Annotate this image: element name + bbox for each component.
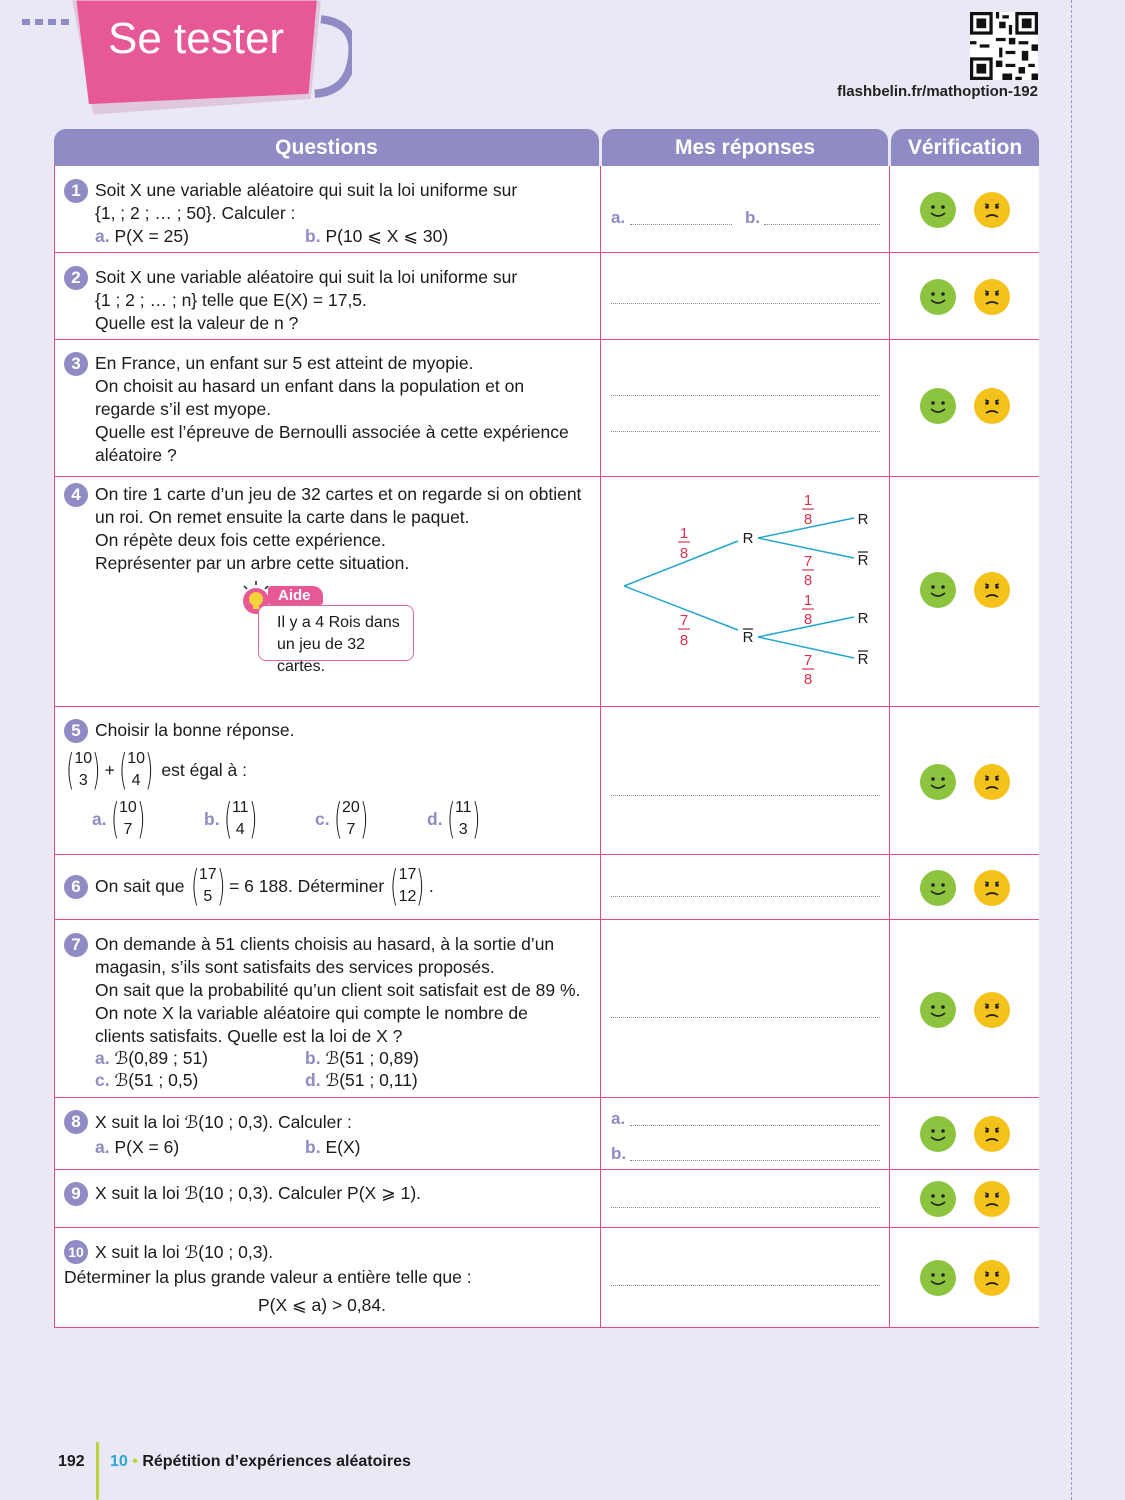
page-title: Se tester [108, 14, 285, 63]
sad-face-icon[interactable] [974, 572, 1010, 608]
question-number: 7 [64, 933, 88, 957]
question-10-line2: Déterminer la plus grande valeur a entière telle que : [64, 1267, 472, 1287]
sad-face-icon[interactable] [974, 870, 1010, 906]
column-header-verification: Vérification [891, 129, 1039, 167]
sad-face-icon[interactable] [974, 388, 1010, 424]
column-header-answers: Mes réponses [602, 129, 888, 167]
tree-prob-num: 1 [803, 492, 813, 509]
option-d[interactable]: d. ℬ(51 ; 0,11) [305, 1070, 418, 1090]
table-border-left [54, 166, 55, 1328]
tree-prob-num: 7 [803, 652, 813, 669]
question-1-options: a. P(X = 25) [95, 226, 189, 246]
table-row [54, 1098, 1039, 1170]
answer-field-1b[interactable] [764, 224, 880, 225]
question-number: 2 [64, 266, 88, 290]
aide-text: Il y a 4 Rois dans [277, 614, 400, 631]
tree-prob-num: 1 [679, 525, 689, 542]
tree-prob-num: 7 [679, 612, 689, 629]
answer-label-b: b. [611, 1144, 627, 1163]
option-a[interactable]: a. ℬ(0,89 ; 51) [95, 1048, 209, 1068]
answer-label-a: a. [611, 208, 626, 227]
answer-field-9[interactable] [611, 1207, 880, 1208]
binomial: ( 10 3 ) [66, 745, 101, 794]
happy-face-icon[interactable] [920, 1116, 956, 1152]
answer-field-10[interactable] [611, 1285, 880, 1286]
answer-field-6[interactable] [611, 896, 880, 897]
tree-prob-den: 8 [803, 572, 813, 589]
sad-face-icon[interactable] [974, 764, 1010, 800]
question-5-expression: ( 10 3 ) + ( 10 4 ) est égal à : [62, 748, 247, 792]
question-3-text: En France, un enfant sur 5 est atteint de myopie. On choisit au hasard un enfant dans la population et on regarde s’il est myope. Quelle est l’épreuve de Bernoulli associée à cette expérience aléatoire ? [95, 353, 569, 465]
aide-tag: Aide [268, 586, 323, 605]
answer-field-8a[interactable] [630, 1125, 880, 1126]
footer-divider [96, 1442, 99, 1500]
question-7-text: On demande à 51 clients choisis au hasard, à la sortie d’un magasin, s’ils sont satisfaits des services proposés. On sait que la probabilité qu’un client soit satisfait est de 89 %. On note X la variable aléatoire qui compte le nombre de clients satisfaits. Quelle est la loi de X ? [95, 934, 581, 1046]
tree-leaf: R [857, 552, 869, 569]
tree-leaf: R [857, 511, 869, 528]
question-2-text: Soit X une variable aléatoire qui suit la loi uniforme sur {1 ; 2 ; … ; n} telle que E(X) = 17,5. Quelle est la valeur de n ? [95, 267, 518, 333]
qr-code-icon[interactable] [970, 12, 1038, 80]
happy-face-icon[interactable] [920, 764, 956, 800]
answer-label-b: b. [745, 208, 761, 227]
option-d[interactable]: d. ( 11 3 ) [427, 794, 480, 843]
tree-node-rbar: R [742, 629, 754, 646]
tree-prob-den: 8 [803, 611, 813, 628]
answer-field-3b[interactable] [611, 431, 880, 432]
answer-field-7[interactable] [611, 1017, 880, 1018]
question-8-option-a: a. P(X = 6) [95, 1137, 180, 1157]
happy-face-icon[interactable] [920, 1181, 956, 1217]
option-b[interactable]: b. ( 11 4 ) [204, 794, 257, 843]
answer-field-2[interactable] [611, 303, 880, 304]
tree-prob-den: 8 [803, 671, 813, 688]
option-c[interactable]: c. ( 20 7 ) [315, 794, 369, 843]
question-number: 9 [64, 1182, 88, 1206]
question-number: 8 [64, 1110, 88, 1134]
sad-face-icon[interactable] [974, 1181, 1010, 1217]
question-number: 1 [64, 179, 88, 203]
tree-prob-num: 1 [803, 592, 813, 609]
tree-prob-den: 8 [803, 511, 813, 528]
tree-leaf: R [857, 651, 869, 668]
question-1-option-b: b. P(10 ⩽ X ⩽ 30) [305, 226, 449, 246]
column-divider [889, 166, 890, 1328]
question-4-text: On tire 1 carte d’un jeu de 32 cartes et on regarde si on obtient un roi. On remet ensuite la carte dans le paquet. On répète deux fois cette expérience. Représenter par un arbre cette situation. [95, 484, 582, 573]
happy-face-icon[interactable] [920, 388, 956, 424]
question-9-text: X suit la loi ℬ(10 ; 0,3). Calculer P(X ⩾ 1). [95, 1183, 422, 1203]
question-8-text: X suit la loi ℬ(10 ; 0,3). Calculer : [95, 1112, 352, 1132]
page-number: 192 [58, 1453, 85, 1470]
question-number: 6 [64, 875, 88, 899]
qr-url[interactable]: flashbelin.fr/mathoption-192 [837, 83, 1038, 100]
answer-field-5[interactable] [611, 795, 880, 796]
binomial: ( 10 4 ) [118, 745, 154, 794]
answer-field-3a[interactable] [611, 395, 880, 396]
question-5-text: Choisir la bonne réponse. [95, 720, 295, 740]
chapter-title: 10 • Répétition d’expériences aléatoires [110, 1453, 411, 1470]
question-10-text: X suit la loi ℬ(10 ; 0,3). [95, 1242, 274, 1262]
tree-prob-num: 7 [803, 553, 813, 570]
tree-leaf: R [857, 610, 869, 627]
sad-face-icon[interactable] [974, 1116, 1010, 1152]
tree-prob-den: 8 [679, 545, 689, 562]
question-6-text: On sait que ( 17 5 ) = 6 188. Déterminer ( 17 12 ) . [95, 861, 434, 910]
happy-face-icon[interactable] [920, 992, 956, 1028]
question-number: 3 [64, 352, 88, 376]
option-c[interactable]: c. ℬ(51 ; 0,5) [95, 1070, 199, 1090]
question-number: 10 [64, 1240, 88, 1264]
happy-face-icon[interactable] [920, 279, 956, 315]
question-number: 4 [64, 483, 88, 507]
aide-text: un jeu de 32 cartes. [277, 636, 366, 675]
sad-face-icon[interactable] [974, 279, 1010, 315]
probability-tree [602, 478, 889, 706]
tree-node-r: R [742, 530, 754, 547]
sad-face-icon[interactable] [974, 192, 1010, 228]
column-header-questions: Questions [54, 129, 599, 167]
happy-face-icon[interactable] [920, 192, 956, 228]
sad-face-icon[interactable] [974, 1260, 1010, 1296]
margin-line [1071, 0, 1072, 1500]
happy-face-icon[interactable] [920, 1260, 956, 1296]
tree-prob-den: 8 [679, 632, 689, 649]
happy-face-icon[interactable] [920, 870, 956, 906]
answer-label-a: a. [611, 1109, 626, 1128]
question-8-option-b: b. E(X) [305, 1137, 361, 1157]
question-1-text: Soit X une variable aléatoire qui suit la loi uniforme sur {1, ; 2 ; … ; 50}. Calculer : [95, 180, 518, 223]
sad-face-icon[interactable] [974, 992, 1010, 1028]
aide-box [258, 605, 414, 675]
answer-field-8b[interactable] [630, 1160, 880, 1161]
column-divider [600, 166, 601, 1328]
question-10-line3: P(X ⩽ a) > 0,84. [258, 1295, 386, 1315]
happy-face-icon[interactable] [920, 572, 956, 608]
option-a[interactable]: a. ( 10 7 ) [92, 794, 146, 843]
option-b[interactable]: b. ℬ(51 ; 0,89) [305, 1048, 419, 1068]
question-number: 5 [64, 719, 88, 743]
answer-field-1a[interactable] [630, 224, 732, 225]
